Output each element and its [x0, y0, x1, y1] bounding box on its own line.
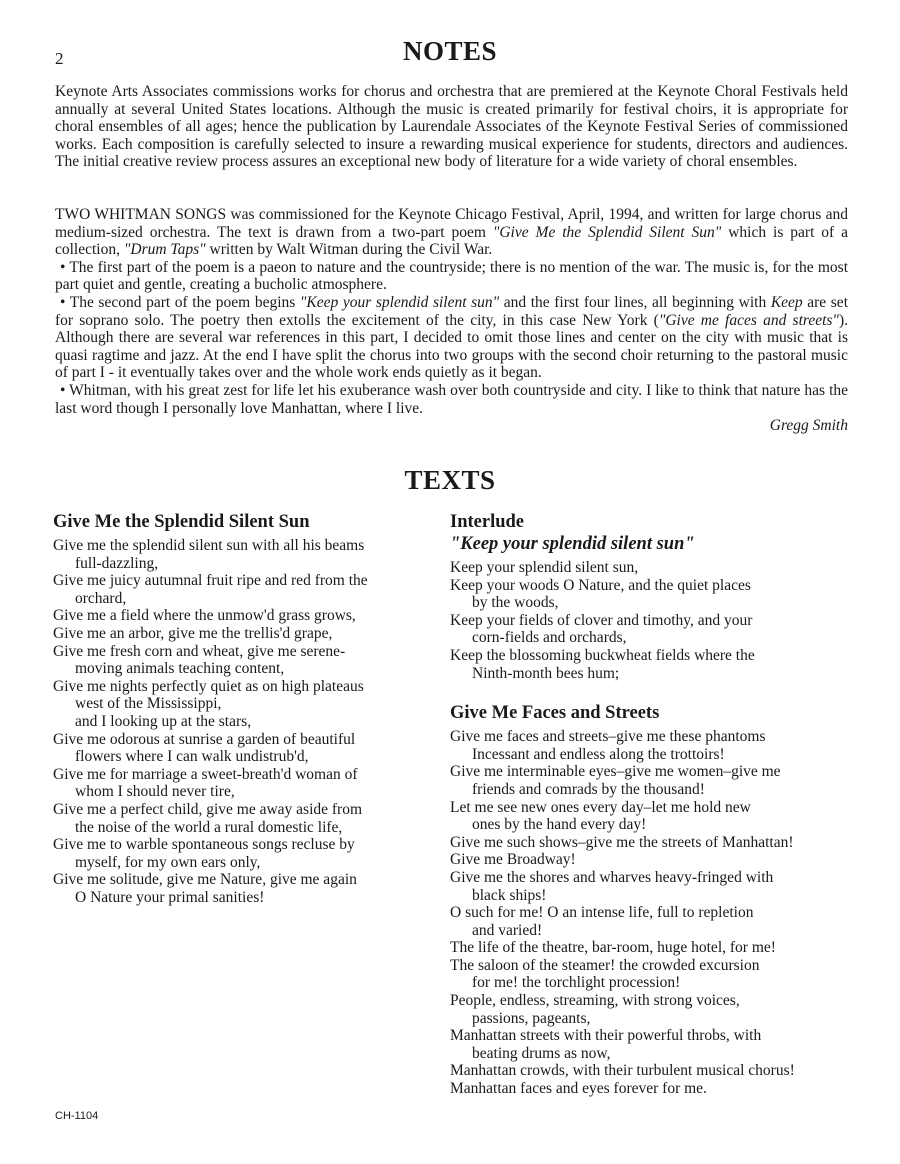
poem-line-continuation: O Nature your primal sanities! [75, 888, 265, 906]
poem-line-continuation: west of the Mississippi, [75, 695, 222, 713]
poem-line [450, 869, 860, 904]
poem-line-text: Keep your woods O Nature, and the quiet places [450, 576, 751, 594]
texts-heading: TEXTS [404, 465, 496, 495]
notes-heading: NOTES [402, 36, 498, 66]
poem-line [450, 799, 860, 834]
notes-paragraph-commission: TWO WHITMAN SONGS was commissioned for the Keynote Chicago Festival, April, 1994, and written for large chorus and medium-sized orchestra. The text is drawn from a two-part poem "Give Me the Splendid Silent Sun" which is part of a collection, "Drum Taps" written by Walt Witman during the Civil War. [55, 205, 849, 259]
poem-line-continuation: for me! the torchlight procession! [472, 974, 681, 992]
catalog-code: CH-1104 [55, 1110, 99, 1122]
poem-column-right [450, 511, 860, 1098]
notes-paragraph-intro: Keynote Arts Associates commissions works for chorus and orchestra that are premiered at the Keynote Choral Festivals held annually at several United States locations. Although the music is created primarily for festival choirs, it is appropriate for choral ensembles of all ages; hence the publication by Laurendale Associates of the Keynote Festival Series of commissioned works. Each composition is carefully selected to insure a rewarding musical experience for students, directors and audiences. The initial creative review process assures an exceptional new body of literature for a wide variety of choral ensembles. [55, 83, 848, 171]
poem-line-text: Give me solitude, give me Nature, give me again [53, 871, 357, 889]
poem-line-continuation: passions, pageants, [472, 1009, 591, 1027]
poem-title: Give Me Faces and Streets [450, 703, 660, 724]
poem-line-continuation: black ships! [472, 886, 547, 904]
poem-line-continuation: friends and comrads by the thousand! [472, 780, 705, 798]
poem-line [450, 834, 860, 852]
poem-line-continuation: full-dazzling, [75, 554, 159, 572]
poem-line-text: Give me fresh corn and wheat, give me serene- [53, 642, 346, 660]
poem-line-text: Give me such shows–give me the streets of Manhattan! [450, 833, 794, 851]
poem-line [53, 871, 423, 906]
notes-bullet-part1: • The first part of the poem is a paeon to nature and the countryside; there is no mention of the war. The music is, for the most part quiet and gentle, creating a bucholic atmosphere. [55, 258, 848, 294]
poem-line-continuation: myself, for my own ears only, [75, 853, 261, 871]
poem-line-text: Give me for marriage a sweet-breath'd woman of [53, 765, 358, 783]
poem-line-text: People, endless, streaming, with strong voices, [450, 992, 740, 1010]
poem-lines [450, 728, 860, 1097]
poem-line-text: Give me to warble spontaneous songs recluse by [53, 836, 355, 854]
poem-line-text: Give me odorous at sunrise a garden of beautiful [53, 730, 356, 748]
poem-line-continuation: beating drums as now, [472, 1044, 611, 1062]
interlude-lines [450, 559, 860, 682]
poem-line-text: Give me a perfect child, give me away aside from [53, 800, 363, 818]
poem-line [53, 537, 423, 572]
poem-line-text: Give me a field where the unmow'd grass grows, [53, 607, 356, 625]
collection-title-ref: "Drum Taps" [123, 241, 206, 259]
poem-title-ref: "Give Me the Splendid Silent Sun" [492, 223, 722, 241]
poem-line-text: Keep your splendid silent sun, [450, 559, 639, 576]
poem-line [450, 1062, 860, 1080]
poem-line-continuation: by the woods, [472, 594, 559, 612]
poem-line-text: Give me nights perfectly quiet as on high plateaus [53, 677, 364, 695]
author-signature: Gregg Smith [769, 417, 848, 435]
poem-line-continuation: corn-fields and orchards, [472, 629, 627, 647]
poem-line-text: Give me the splendid silent sun with all his beams [53, 537, 365, 554]
poem-line [53, 801, 423, 836]
poem-line [53, 731, 423, 766]
poem-line-text: Give me faces and streets–give me these phantoms [450, 728, 766, 746]
poem-line [450, 577, 860, 612]
poem-line-text: Give me Broadway! [450, 851, 576, 869]
poem-line-text: Give me an arbor, give me the trellis'd grape, [53, 624, 333, 642]
notes-bullet-part2: • The second part of the poem begins "Keep your splendid silent sun" and the first four lines, all beginning with Keep are set for soprano solo. The poetry then extolls the excitement of the city, in this case New York ("Give me faces and streets"). Although there are several war references in this part, I decided to omit those lines and center on the city with music that is quasi ragtime and jazz. At the end I have split the chorus into two groups with the second choir returning to the pastoral music of part I - it eventually takes over and the whole work ends quietly as it began. [55, 293, 848, 382]
poem-line [450, 851, 860, 869]
poem-line-text: Give me interminable eyes–give me women–give me [450, 763, 781, 781]
poem-line [53, 607, 423, 625]
poem-line [53, 836, 423, 871]
poem-line [450, 957, 860, 992]
poem-line-continuation: and varied! [472, 921, 543, 939]
poem-line-text: Manhattan crowds, with their turbulent musical chorus! [450, 1062, 795, 1080]
poem-line [450, 904, 860, 939]
poem-line-text: Manhattan faces and eyes forever for me. [450, 1080, 707, 1098]
poem-line [450, 612, 860, 647]
interlude-subtitle: "Keep your splendid silent sun" [450, 534, 695, 554]
poem-line-text: O such for me! O an intense life, full to repletion [450, 904, 754, 922]
poem-line [450, 939, 860, 957]
poem-line [450, 1027, 860, 1062]
notes-bullet-closing: • Whitman, with his great zest for life let his exuberance wash over both countryside and city. I like to think that nature has the last word though I personally love Manhattan, where I live. [55, 381, 848, 417]
poem-line-text: Manhattan streets with their powerful throbs, with [450, 1027, 762, 1045]
poem-line-text: Give me juicy autumnal fruit ripe and red from the [53, 572, 368, 590]
poem-line [450, 559, 860, 577]
poem-line [53, 625, 423, 643]
poem-lines [53, 537, 423, 906]
poem-line-continuation: flowers where I can walk undistrub'd, [75, 748, 309, 766]
poem-line-continuation: Ninth-month bees hum; [472, 664, 620, 682]
poem-line [53, 766, 423, 801]
notes-section [55, 83, 848, 435]
poem-line [450, 1080, 860, 1098]
interlude-title: Interlude [450, 512, 524, 532]
poem-line-continuation: moving animals teaching content, [75, 660, 285, 678]
poem-line-text: The saloon of the steamer! the crowded excursion [450, 956, 760, 974]
poem-line-text: The life of the theatre, bar-room, huge hotel, for me! [450, 939, 776, 957]
poem-line-continuation: the noise of the world a rural domestic life, [75, 818, 343, 836]
poem-line [53, 678, 423, 731]
poem-line-text: Keep the blossoming buckwheat fields where the [450, 646, 755, 664]
poem-line-continuation: ones by the hand every day! [472, 816, 647, 834]
page-number: 2 [55, 49, 64, 68]
poem-line-continuation: whom I should never tire, [75, 783, 235, 801]
poem-line-text: Give me the shores and wharves heavy-fringed with [450, 868, 774, 886]
poem-line [450, 992, 860, 1027]
poem-line-text: Let me see new ones every day–let me hold new [450, 798, 751, 816]
poem-line-continuation: orchard, [75, 589, 127, 607]
poem-line-continuation: and I looking up at the stars, [75, 712, 252, 730]
poem-line-text: Keep your fields of clover and timothy, and your [450, 611, 753, 629]
poem-line [450, 647, 860, 682]
poem-line [450, 728, 860, 763]
poem-line [53, 643, 423, 678]
poem-line-continuation: Incessant and endless along the trottoirs! [472, 745, 725, 763]
poem-column-left [53, 511, 423, 906]
poem-line [450, 763, 860, 798]
poem-line [53, 572, 423, 607]
poem-title: Give Me the Splendid Silent Sun [53, 512, 310, 532]
